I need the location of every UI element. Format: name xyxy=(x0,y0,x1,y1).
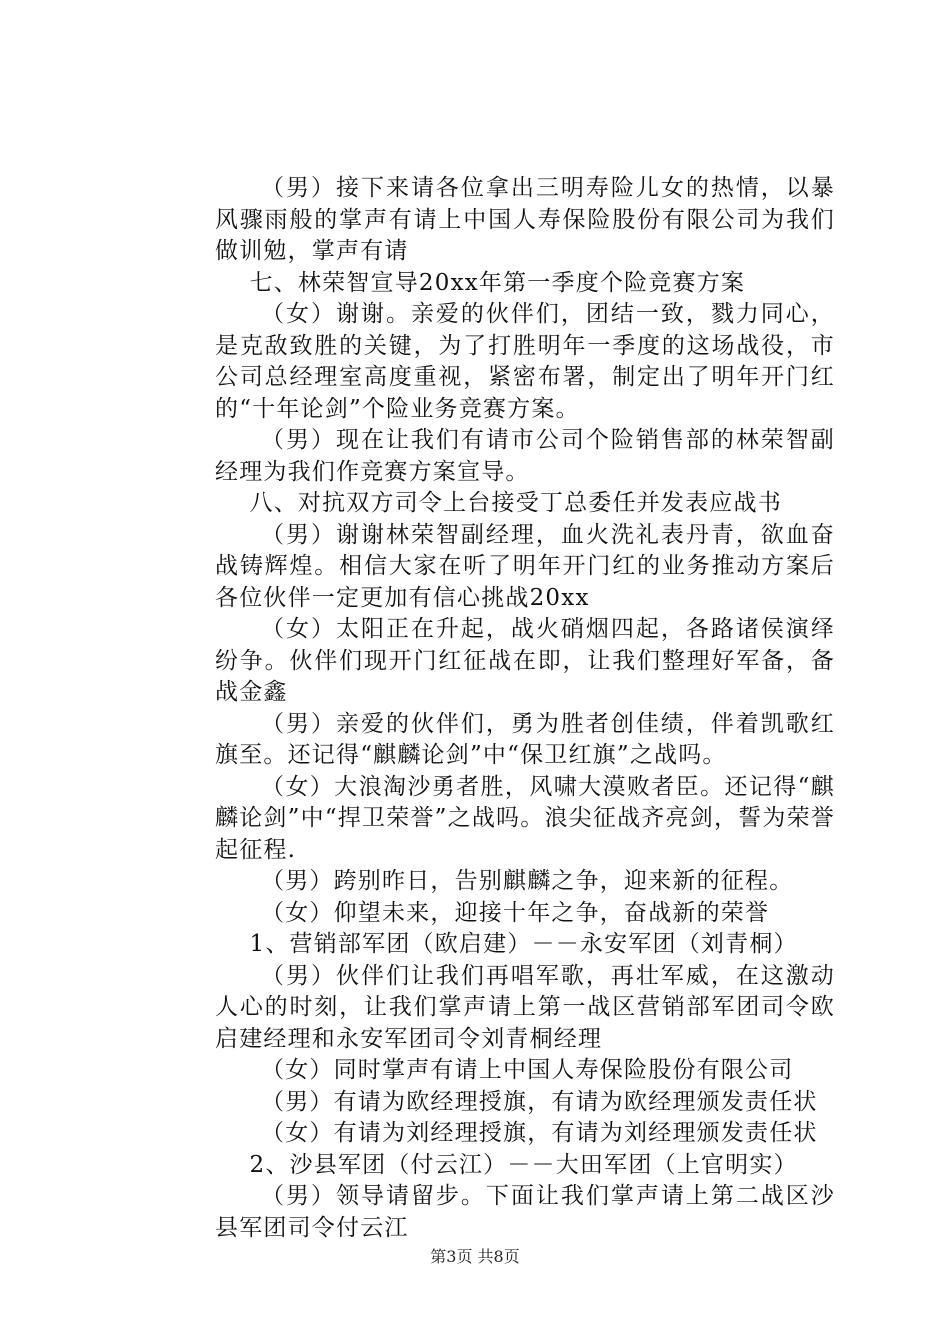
subsection-heading-2: 2、沙县军团（付云江）－－大田军团（上官明实） xyxy=(249,1151,798,1178)
paragraph-16: （女）有请为刘经理授旗，有请为刘经理颁发责任状 xyxy=(261,1120,818,1146)
paragraph-6: （男）谢谢林荣智副经理，血火洗礼表丹青，欲血奋战铸辉煌。相信大家在听了明年开门红的业务推动方案后各位伙伴一定更加有信心挑战20xx xyxy=(215,521,835,611)
paragraph-13: （男）伙伴们让我们再唱军歌，再壮军威，在这激动人心的时刻，让我们掌声请上第一战区营销部军团司令欧启建经理和永安军团司令刘青桐经理 xyxy=(215,962,835,1052)
paragraph-3: （女）谢谢。亲爱的伙伴们，团结一致，戮力同心，是克敌致胜的关键，为了打胜明年一季度的这场战役，市公司总经理室高度重视，紧密布署，制定出了明年开门红的“十年论剑”个险业务竞赛方案。 xyxy=(215,301,835,422)
paragraph-15: （男）有请为欧经理授旗，有请为欧经理颁发责任状 xyxy=(261,1088,818,1115)
section-heading-7: 七、林荣智宣导20xx年第一季度个险竞赛方案 xyxy=(249,269,746,296)
paragraph-18: （男）领导请留步。下面让我们掌声请上第二战区沙县军团司令付云江 xyxy=(215,1183,835,1241)
paragraph-8: （男）亲爱的伙伴们，勇为胜者创佳绩，伴着凯歌红旗至。还记得“麒麟论剑”中“保卫红旗”之战吗。 xyxy=(215,710,835,768)
paragraph-9: （女）大浪淘沙勇者胜，风啸大漠败者臣。还记得“麒麟论剑”中“捍卫荣誉”之战吗。浪尖征战齐亮剑，誓为荣誉起征程. xyxy=(215,773,835,863)
paragraph-10: （男）跨别昨日，告别麒麟之争，迎来新的征程。 xyxy=(261,868,794,894)
document-body xyxy=(215,173,835,1244)
paragraph-7: （女）太阳正在升起，战火硝烟四起，各路诸侯演绎纷争。伙伴们现开门红征战在即，让我们整理好军备，备战金鑫 xyxy=(215,616,835,705)
paragraph-4: （男）现在让我们有请市公司个险销售部的林荣智副经理为我们作竞赛方案宣导。 xyxy=(215,427,835,485)
paragraph-1: （男）接下来请各位拿出三明寿险儿女的热情，以暴风骤雨般的掌声有请上中国人寿保险股份有限公司为我们做训勉，掌声有请 xyxy=(215,175,835,264)
section-heading-8: 八、对抗双方司令上台接受丁总委任并发表应战书 xyxy=(249,490,782,516)
paragraph-14: （女）同时掌声有请上中国人寿保险股份有限公司 xyxy=(261,1057,794,1083)
page-number-footer: 第3页 共8页 xyxy=(430,1247,520,1266)
subsection-heading-1: 1、营销部军团（欧启建）－－永安军团（刘青桐） xyxy=(249,931,798,957)
paragraph-11: （女）仰望未来，迎接十年之争，奋战新的荣誉 xyxy=(261,899,770,926)
